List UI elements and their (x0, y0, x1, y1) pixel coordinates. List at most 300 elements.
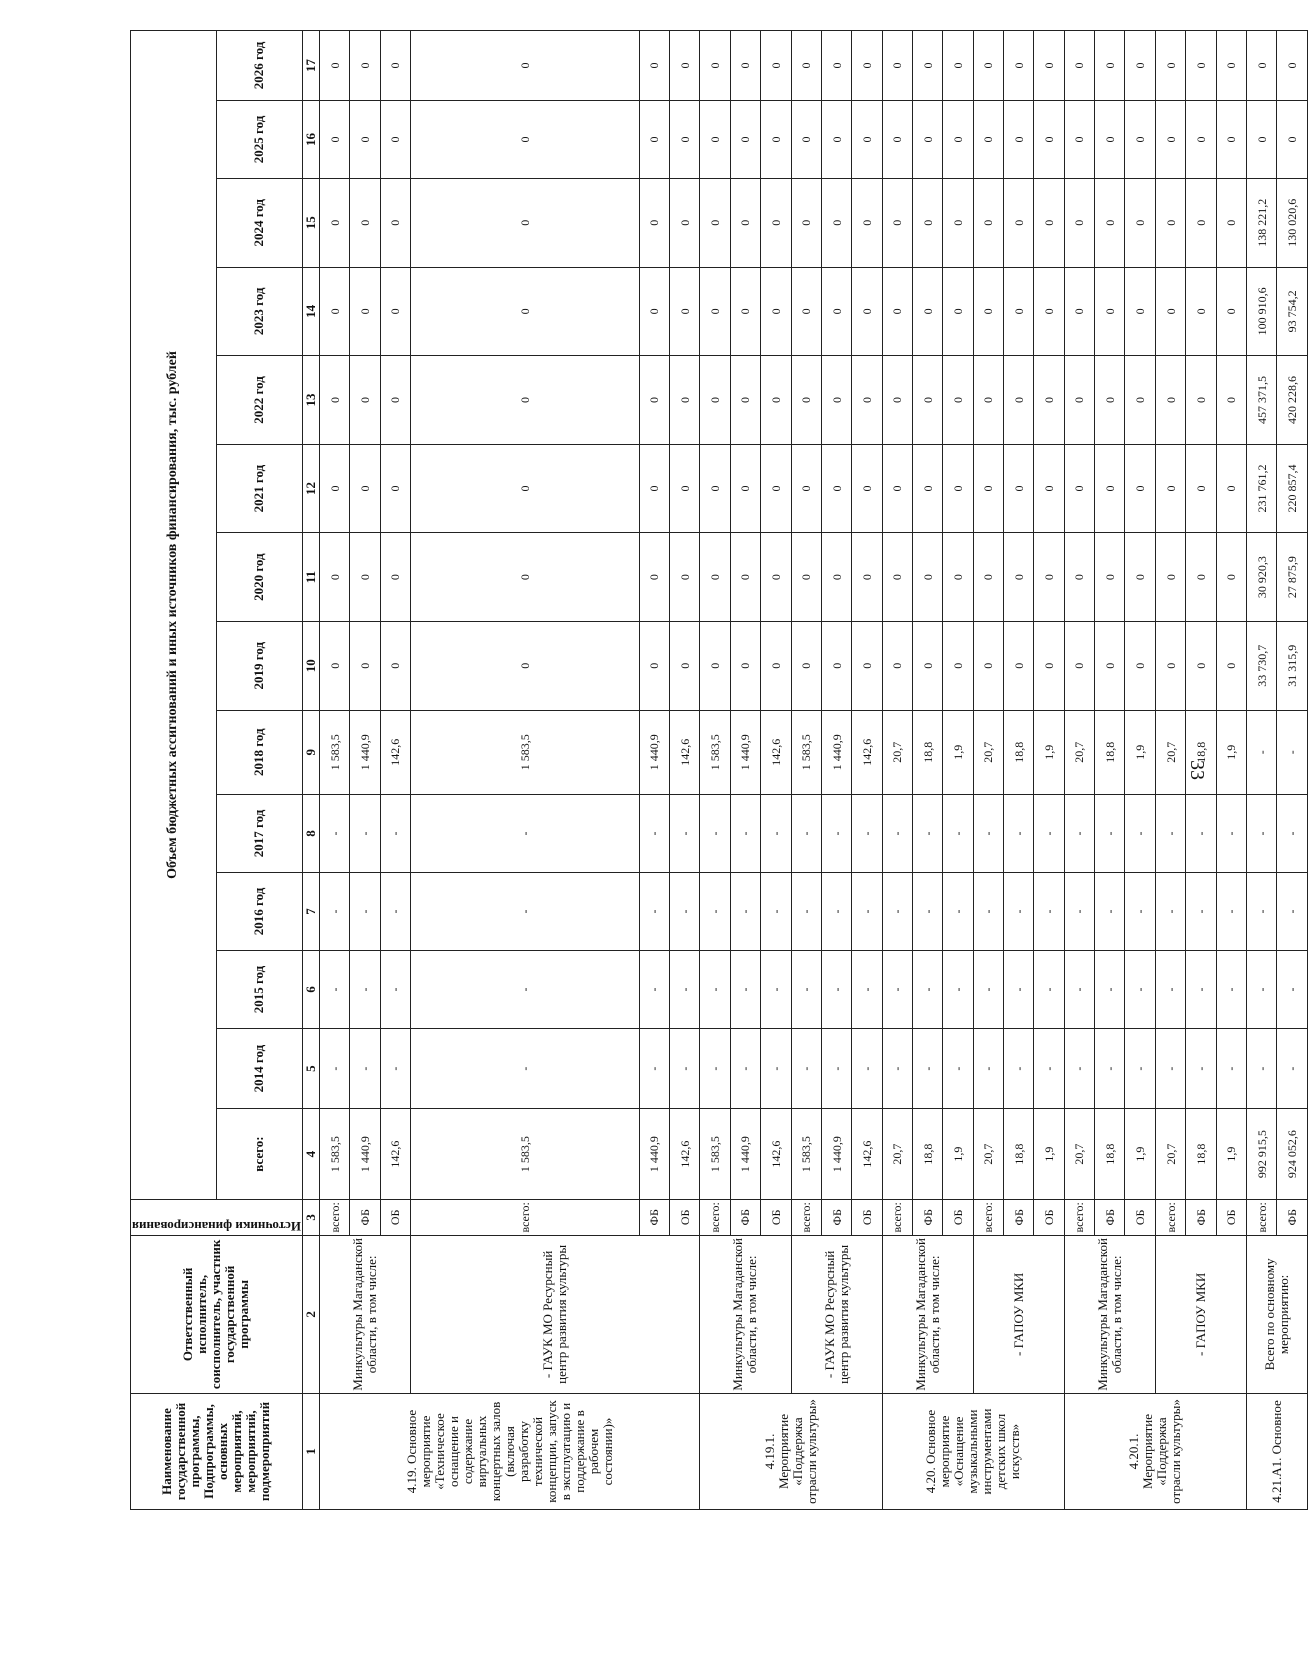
year-value-cell: 0 (1216, 267, 1246, 356)
year-value-cell: - (1216, 872, 1246, 950)
year-value-cell: 0 (411, 444, 640, 533)
year-value-cell: - (1216, 794, 1246, 872)
year-value-cell: 0 (1125, 178, 1155, 267)
year-value-cell: 93 754,2 (1277, 267, 1308, 356)
source-cell: ОБ (1216, 1199, 1246, 1235)
column-number: 4 (302, 1109, 319, 1200)
year-value-cell: 0 (639, 444, 669, 533)
year-value-cell: 20,7 (973, 710, 1003, 794)
year-value-cell: 0 (1186, 100, 1216, 178)
year-value-cell: 0 (350, 31, 380, 101)
page-number: 33 (1186, 760, 1208, 780)
year-value-cell: 0 (670, 444, 700, 533)
year-value-cell: 0 (761, 356, 791, 445)
year-value-cell: 0 (882, 178, 912, 267)
year-value-cell: - (852, 1029, 882, 1109)
column-number: 5 (302, 1029, 319, 1109)
year-value-cell: - (670, 872, 700, 950)
year-value-cell: 18,8 (912, 710, 942, 794)
program-name-cell: 4.20.1. Мероприятие «Поддержка отрасли культуры» (1064, 1393, 1246, 1509)
year-value-cell: 142,6 (670, 710, 700, 794)
year-value-cell: 20,7 (1064, 710, 1094, 794)
year-value-cell: 0 (761, 31, 791, 101)
year-value-cell: 0 (1064, 621, 1094, 710)
year-value-cell: 0 (319, 444, 349, 533)
year-value-cell: 0 (1216, 356, 1246, 445)
year-value-cell: 0 (761, 533, 791, 622)
source-cell: ОБ (943, 1199, 973, 1235)
year-value-cell: 1 440,9 (730, 710, 760, 794)
year-value-cell: 0 (639, 178, 669, 267)
source-cell: всего: (411, 1199, 640, 1235)
header-year: 2026 год (216, 31, 302, 101)
total-value-cell: 1 583,5 (411, 1109, 640, 1200)
year-value-cell: 0 (943, 267, 973, 356)
total-value-cell: 18,8 (912, 1109, 942, 1200)
year-value-cell: 0 (1277, 100, 1308, 178)
year-value-cell: - (1246, 951, 1276, 1029)
year-value-cell: 0 (1004, 356, 1034, 445)
year-value-cell: 0 (1064, 533, 1094, 622)
year-value-cell: - (1004, 1029, 1034, 1109)
year-value-cell: - (852, 794, 882, 872)
year-value-cell: 1 583,5 (791, 710, 821, 794)
year-value-cell: 0 (1064, 100, 1094, 178)
year-value-cell: - (1246, 1029, 1276, 1109)
source-cell: всего: (791, 1199, 821, 1235)
year-value-cell: 0 (1186, 178, 1216, 267)
year-value-cell: - (943, 951, 973, 1029)
year-value-cell: 0 (973, 31, 1003, 101)
source-cell: ФБ (639, 1199, 669, 1235)
year-value-cell: - (852, 872, 882, 950)
column-number: 2 (302, 1235, 319, 1393)
table-row (1064, 31, 1094, 1510)
year-value-cell: 0 (350, 267, 380, 356)
year-value-cell: 1 583,5 (700, 710, 730, 794)
table-row (882, 31, 912, 1510)
source-cell: ОБ (852, 1199, 882, 1235)
header-year: 2019 год (216, 621, 302, 710)
year-value-cell: 0 (943, 100, 973, 178)
year-value-cell: - (1125, 951, 1155, 1029)
year-value-cell: - (1216, 951, 1246, 1029)
year-value-cell: 0 (821, 621, 851, 710)
year-value-cell: 0 (1125, 621, 1155, 710)
table-row (1155, 31, 1185, 1510)
year-value-cell: - (1277, 951, 1308, 1029)
year-value-cell: 0 (761, 100, 791, 178)
year-value-cell: - (791, 872, 821, 950)
year-value-cell: 0 (1216, 444, 1246, 533)
year-value-cell: 0 (943, 444, 973, 533)
year-value-cell: 142,6 (852, 710, 882, 794)
year-value-cell: - (319, 794, 349, 872)
year-value-cell: - (821, 1029, 851, 1109)
year-value-cell: - (882, 951, 912, 1029)
year-value-cell: 0 (411, 100, 640, 178)
executor-cell: - ГАПОУ МКИ (973, 1235, 1064, 1393)
header-year: 2016 год (216, 872, 302, 950)
year-value-cell: 0 (791, 178, 821, 267)
year-value-cell: - (350, 951, 380, 1029)
column-number: 3 (302, 1199, 319, 1235)
year-value-cell: 0 (730, 533, 760, 622)
total-value-cell: 1 440,9 (821, 1109, 851, 1200)
year-value-cell: - (700, 794, 730, 872)
year-value-cell: 0 (1034, 621, 1064, 710)
year-value-cell: 0 (761, 444, 791, 533)
total-value-cell: 924 052,6 (1277, 1109, 1308, 1200)
header-year: 2020 год (216, 533, 302, 622)
year-value-cell: 27 875,9 (1277, 533, 1308, 622)
year-value-cell: - (411, 1029, 640, 1109)
total-value-cell: 142,6 (761, 1109, 791, 1200)
year-value-cell: 0 (1064, 178, 1094, 267)
year-value-cell: 0 (319, 533, 349, 622)
year-value-cell: - (1186, 951, 1216, 1029)
header-year: 2023 год (216, 267, 302, 356)
year-value-cell: 0 (639, 267, 669, 356)
year-value-cell: - (380, 794, 410, 872)
header-year: 2022 год (216, 356, 302, 445)
year-value-cell: 0 (1125, 444, 1155, 533)
source-cell: ФБ (821, 1199, 851, 1235)
year-value-cell: - (1034, 794, 1064, 872)
year-value-cell: - (639, 951, 669, 1029)
year-value-cell: - (973, 794, 1003, 872)
year-value-cell: 0 (1034, 178, 1064, 267)
year-value-cell: - (1186, 1029, 1216, 1109)
year-value-cell: - (761, 1029, 791, 1109)
table-row (700, 31, 730, 1510)
year-value-cell: - (882, 1029, 912, 1109)
year-value-cell: 0 (700, 267, 730, 356)
total-value-cell: 142,6 (852, 1109, 882, 1200)
column-number: 16 (302, 100, 319, 178)
source-cell: всего: (973, 1199, 1003, 1235)
column-number: 6 (302, 951, 319, 1029)
year-value-cell: 0 (1064, 267, 1094, 356)
year-value-cell: 0 (1155, 31, 1185, 101)
year-value-cell: 0 (882, 100, 912, 178)
year-value-cell: - (943, 794, 973, 872)
year-value-cell: 0 (1246, 100, 1276, 178)
year-value-cell: 0 (791, 533, 821, 622)
year-value-cell: - (852, 951, 882, 1029)
year-value-cell: - (1277, 1029, 1308, 1109)
year-value-cell: 0 (1186, 533, 1216, 622)
rotated-page (130, 30, 1300, 1510)
year-value-cell: 0 (380, 267, 410, 356)
year-value-cell: 0 (1125, 533, 1155, 622)
year-value-cell: 0 (912, 178, 942, 267)
executor-cell: - ГАУК МО Ресурсный центр развития культуры (411, 1235, 700, 1393)
year-value-cell: 0 (700, 178, 730, 267)
year-value-cell: 0 (730, 444, 760, 533)
total-value-cell: 1,9 (1125, 1109, 1155, 1200)
year-value-cell: - (730, 1029, 760, 1109)
year-value-cell: - (973, 872, 1003, 950)
year-value-cell: 0 (912, 31, 942, 101)
year-value-cell: - (730, 794, 760, 872)
year-value-cell: - (1095, 872, 1125, 950)
year-value-cell: - (670, 794, 700, 872)
year-value-cell: 0 (350, 444, 380, 533)
column-number: 1 (302, 1393, 319, 1509)
year-value-cell: 0 (1064, 356, 1094, 445)
header-year: 2015 год (216, 951, 302, 1029)
year-value-cell: 0 (1095, 356, 1125, 445)
source-cell: ФБ (1186, 1199, 1216, 1235)
year-value-cell: - (350, 1029, 380, 1109)
column-number: 17 (302, 31, 319, 101)
year-value-cell: - (411, 951, 640, 1029)
source-cell: ОБ (1034, 1199, 1064, 1235)
year-value-cell: - (973, 951, 1003, 1029)
column-number-row (302, 31, 319, 1510)
year-value-cell: - (350, 872, 380, 950)
year-value-cell: 0 (730, 31, 760, 101)
year-value-cell: 0 (852, 621, 882, 710)
year-value-cell: 0 (1095, 533, 1125, 622)
year-value-cell: 0 (1004, 621, 1034, 710)
year-value-cell: 0 (411, 533, 640, 622)
year-value-cell: 0 (411, 356, 640, 445)
year-value-cell: 0 (1095, 100, 1125, 178)
year-value-cell: 0 (882, 31, 912, 101)
year-value-cell: 0 (1216, 533, 1246, 622)
year-value-cell: 0 (912, 444, 942, 533)
total-value-cell: 1 583,5 (791, 1109, 821, 1200)
year-value-cell: 0 (1216, 621, 1246, 710)
year-value-cell: - (912, 1029, 942, 1109)
total-value-cell: 1 440,9 (639, 1109, 669, 1200)
year-value-cell: - (319, 872, 349, 950)
year-value-cell: 0 (670, 356, 700, 445)
year-value-cell: 0 (791, 444, 821, 533)
year-value-cell: - (411, 794, 640, 872)
year-value-cell: 100 910,6 (1246, 267, 1276, 356)
year-value-cell: 0 (700, 356, 730, 445)
year-value-cell: 220 857,4 (1277, 444, 1308, 533)
total-value-cell: 20,7 (1064, 1109, 1094, 1200)
year-value-cell: - (639, 794, 669, 872)
year-value-cell: 0 (670, 31, 700, 101)
total-value-cell: 1 440,9 (350, 1109, 380, 1200)
year-value-cell: 0 (319, 267, 349, 356)
column-number: 12 (302, 444, 319, 533)
year-value-cell: - (730, 872, 760, 950)
total-value-cell: 142,6 (670, 1109, 700, 1200)
year-value-cell: 0 (730, 621, 760, 710)
source-cell: всего: (1246, 1199, 1276, 1235)
year-value-cell: 0 (1125, 267, 1155, 356)
year-value-cell: 0 (670, 178, 700, 267)
year-value-cell: 0 (973, 178, 1003, 267)
source-cell: ФБ (912, 1199, 942, 1235)
year-value-cell: - (1216, 1029, 1246, 1109)
year-value-cell: 1 583,5 (319, 710, 349, 794)
year-value-cell: 0 (700, 100, 730, 178)
year-value-cell: - (670, 951, 700, 1029)
year-value-cell: 457 371,5 (1246, 356, 1276, 445)
year-value-cell: 0 (1155, 621, 1185, 710)
year-value-cell: 0 (639, 533, 669, 622)
year-value-cell: 0 (821, 178, 851, 267)
year-value-cell: - (1004, 872, 1034, 950)
year-value-cell: 0 (821, 267, 851, 356)
executor-cell: Минкультуры Магаданской области, в том числе: (319, 1235, 410, 1393)
year-value-cell: 0 (821, 444, 851, 533)
header-year: 2025 год (216, 100, 302, 178)
year-value-cell: 0 (912, 533, 942, 622)
year-value-cell: 0 (1155, 267, 1185, 356)
column-number: 15 (302, 178, 319, 267)
year-value-cell: - (1034, 951, 1064, 1029)
year-value-cell: - (1034, 872, 1064, 950)
year-value-cell: 1 440,9 (350, 710, 380, 794)
year-value-cell: - (1064, 872, 1094, 950)
header-name-col: Наименование государственной программы, Подпрограммы, основных мероприятий, мероприятий, подмероприятий (131, 1393, 303, 1509)
year-value-cell: 0 (943, 533, 973, 622)
year-value-cell: - (912, 794, 942, 872)
year-value-cell: 0 (1095, 178, 1125, 267)
year-value-cell: 0 (319, 31, 349, 101)
year-value-cell: - (912, 872, 942, 950)
year-value-cell: - (380, 872, 410, 950)
year-value-cell: 0 (1034, 356, 1064, 445)
year-value-cell: 0 (791, 267, 821, 356)
year-value-cell: - (1125, 1029, 1155, 1109)
year-value-cell: - (1125, 872, 1155, 950)
year-value-cell: 0 (350, 100, 380, 178)
year-value-cell: 0 (1034, 31, 1064, 101)
year-value-cell: 0 (852, 533, 882, 622)
year-value-cell: 0 (912, 356, 942, 445)
year-value-cell: 0 (639, 621, 669, 710)
table-row (791, 31, 821, 1510)
year-value-cell: 0 (1186, 267, 1216, 356)
year-value-cell: - (319, 951, 349, 1029)
year-value-cell: 0 (1034, 444, 1064, 533)
year-value-cell: - (1034, 1029, 1064, 1109)
year-value-cell: 142,6 (761, 710, 791, 794)
year-value-cell: - (380, 951, 410, 1029)
total-value-cell: 20,7 (882, 1109, 912, 1200)
year-value-cell: 0 (639, 31, 669, 101)
total-value-cell: 18,8 (1186, 1109, 1216, 1200)
year-value-cell: - (761, 872, 791, 950)
year-value-cell: - (670, 1029, 700, 1109)
year-value-cell: - (821, 872, 851, 950)
year-value-cell: 0 (319, 356, 349, 445)
year-value-cell: 0 (1095, 444, 1125, 533)
year-value-cell: 0 (700, 31, 730, 101)
header-source-col (131, 1199, 303, 1235)
year-value-cell: 0 (411, 178, 640, 267)
total-value-cell: 18,8 (1095, 1109, 1125, 1200)
year-value-cell: - (1246, 872, 1276, 950)
executor-cell: - ГАУК МО Ресурсный центр развития культуры (791, 1235, 882, 1393)
column-number: 9 (302, 710, 319, 794)
total-value-cell: 1,9 (1216, 1109, 1246, 1200)
year-value-cell: 0 (700, 444, 730, 533)
year-value-cell: 0 (1004, 178, 1034, 267)
year-value-cell: 0 (973, 621, 1003, 710)
year-value-cell: 0 (852, 444, 882, 533)
program-name-cell: 4.21.А1. Основное (1246, 1393, 1307, 1509)
year-value-cell: 18,8 (1095, 710, 1125, 794)
table-row (411, 31, 640, 1510)
year-value-cell: 0 (730, 178, 760, 267)
year-value-cell: 0 (1095, 31, 1125, 101)
year-value-cell: 0 (912, 267, 942, 356)
year-value-cell: 18,8 (1186, 710, 1216, 794)
total-value-cell: 1 583,5 (700, 1109, 730, 1200)
year-value-cell: - (912, 951, 942, 1029)
year-value-cell: 0 (821, 31, 851, 101)
table-row (973, 31, 1003, 1510)
year-value-cell: 0 (973, 444, 1003, 533)
header-volume: Объем бюджетных ассигнований и иных источников финансирования, тыс. рублей (131, 31, 217, 1200)
source-cell: всего: (1064, 1199, 1094, 1235)
year-value-cell: - (1155, 872, 1185, 950)
year-value-cell: - (1277, 794, 1308, 872)
total-value-cell: 1 440,9 (730, 1109, 760, 1200)
year-value-cell: 0 (1125, 100, 1155, 178)
header-total: всего: (216, 1109, 302, 1200)
year-value-cell: - (791, 1029, 821, 1109)
year-value-cell: 0 (1246, 31, 1276, 101)
year-value-cell: 0 (943, 178, 973, 267)
year-value-cell: - (761, 794, 791, 872)
year-value-cell: 0 (1186, 31, 1216, 101)
year-value-cell: - (639, 872, 669, 950)
column-number: 11 (302, 533, 319, 622)
executor-cell: Всего по основному мероприятию: (1246, 1235, 1307, 1393)
header-executor-col: Ответственный исполнитель, соисполнитель, участник государственной программы (131, 1235, 303, 1393)
year-value-cell: 0 (761, 178, 791, 267)
year-value-cell: 0 (730, 356, 760, 445)
year-value-cell: 0 (350, 533, 380, 622)
source-cell: ОБ (380, 1199, 410, 1235)
year-value-cell: 0 (700, 533, 730, 622)
year-value-cell: - (1095, 1029, 1125, 1109)
program-name-cell: 4.20. Основное мероприятие «Оснащение музыкальными инструментами детских школ искусств» (882, 1393, 1064, 1509)
year-value-cell: 0 (973, 267, 1003, 356)
year-value-cell: 0 (882, 356, 912, 445)
year-value-cell: - (1277, 872, 1308, 950)
year-value-cell: 0 (791, 31, 821, 101)
year-value-cell: 31 315,9 (1277, 621, 1308, 710)
executor-cell: - ГАПОУ МКИ (1155, 1235, 1246, 1393)
column-number: 8 (302, 794, 319, 872)
source-cell: ФБ (1095, 1199, 1125, 1235)
column-number: 13 (302, 356, 319, 445)
year-value-cell: 0 (882, 533, 912, 622)
year-value-cell: 0 (1186, 444, 1216, 533)
year-value-cell: 0 (882, 444, 912, 533)
year-value-cell: 33 730,7 (1246, 621, 1276, 710)
year-value-cell: 0 (380, 621, 410, 710)
year-value-cell: 0 (973, 100, 1003, 178)
year-value-cell: 142,6 (380, 710, 410, 794)
source-cell: ОБ (1125, 1199, 1155, 1235)
year-value-cell: 0 (350, 621, 380, 710)
year-value-cell: 0 (700, 621, 730, 710)
program-name-cell: 4.19.1. Мероприятие «Поддержка отрасли культуры» (700, 1393, 882, 1509)
